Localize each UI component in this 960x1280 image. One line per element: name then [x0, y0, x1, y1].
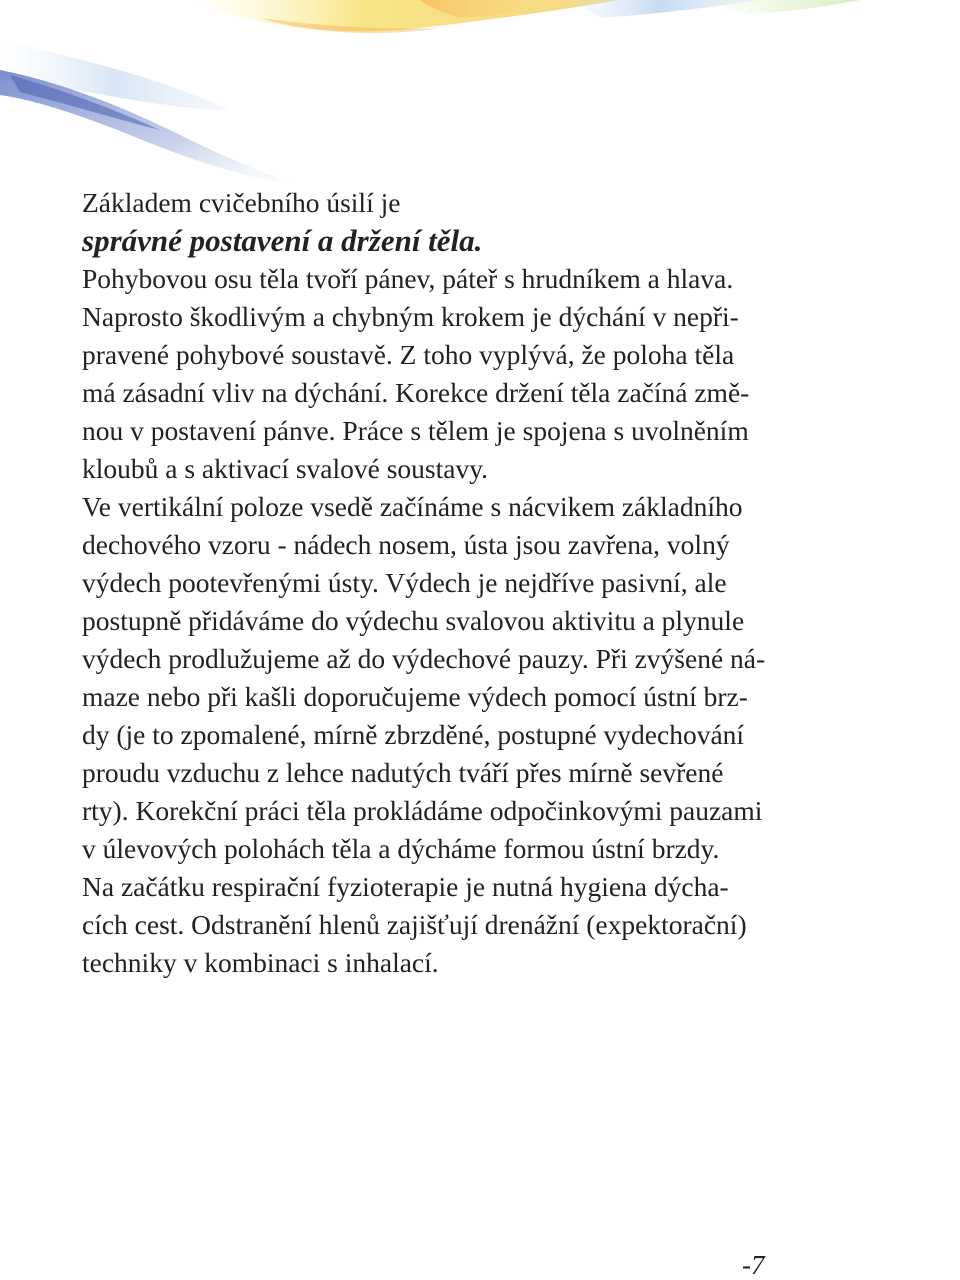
text-line: výdech pootevřenými ústy. Výdech je nejdříve pasivní, ale — [82, 567, 727, 598]
text-line: dechového vzoru - nádech nosem, ústa jsou zavřena, volný — [82, 529, 730, 560]
text-line: Na začátku respirační fyzioterapie je nutná hygiena dýcha- — [82, 871, 729, 902]
text-line: Naprosto škodlivým a chybným krokem je dýchání v nepři- — [82, 301, 739, 332]
emphasized-heading: správné postavení a držení těla. — [82, 223, 483, 258]
text-line: kloubů a s aktivací svalové soustavy. — [82, 453, 489, 484]
text-line: postupně přidáváme do výdechu svalovou aktivitu a plynule — [82, 605, 745, 636]
text-line: rty). Korekční práci těla prokládáme odpočinkovými pauzami — [82, 795, 763, 826]
text-line: Pohybovou osu těla tvoří pánev, páteř s hrudníkem a hlava. — [82, 263, 734, 294]
text-line: proudu vzduchu z lehce nadutých tváří přes mírně sevřené — [82, 757, 724, 788]
text-line: výdech prodlužujeme až do výdechové pauzy. Při zvýšené ná- — [82, 643, 766, 674]
text-line: pravené pohybové soustavě. Z toho vyplývá, že poloha těla — [82, 339, 735, 370]
text-line: nou v postavení pánve. Práce s tělem je spojena s uvolněním — [82, 415, 749, 446]
text-line: v úlevových polohách těla a dýcháme formou ústní brzdy. — [82, 833, 720, 864]
text-line: má zásadní vliv na dýchání. Korekce držení těla začíná změ- — [82, 377, 750, 408]
text-line: techniky v kombinaci s inhalací. — [82, 947, 439, 978]
page-number: -7 — [742, 1250, 765, 1280]
text-line: cích cest. Odstranění hlenů zajišťují drenážní (expektorační) — [82, 909, 747, 940]
text-line: Základem cvičebního úsilí je — [82, 187, 401, 218]
text-line: dy (je to zpomalené, mírně zbrzděné, postupné vydechování — [82, 719, 745, 750]
main-text — [82, 184, 882, 982]
decorative-swoosh-graphic — [0, 0, 960, 200]
text-line: maze nebo při kašli doporučujeme výdech pomocí ústní brz- — [82, 681, 748, 712]
text-line: Ve vertikální poloze vsedě začínáme s nácvikem základního — [82, 491, 743, 522]
